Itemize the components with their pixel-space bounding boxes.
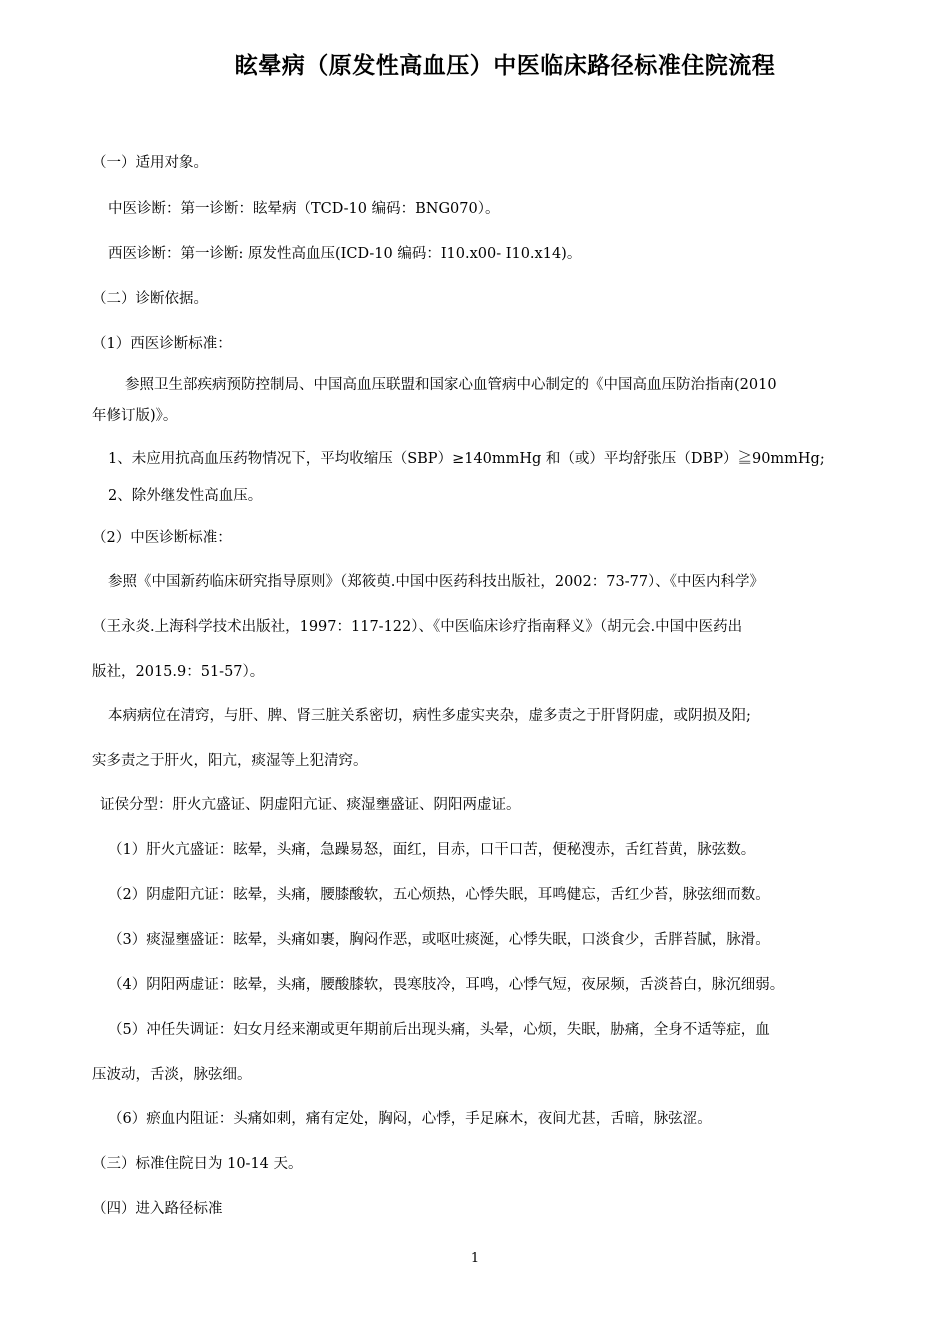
page-number: 1 xyxy=(470,1251,480,1266)
syndrome-item: （5）冲任失调证：妇女月经来潮或更年期前后出现头痛，头晕，心烦，失眠，胁痛，全身不适等症，血 xyxy=(108,1022,770,1038)
section-heading-2: （二）诊断依据。 xyxy=(92,291,208,307)
syndrome-types-line: 证侯分型：肝火亢盛证、阴虚阳亢证、痰湿壅盛证、阴阳两虚证。 xyxy=(100,797,521,813)
list-item: 1、未应用抗高血压药物情况下，平均收缩压（SBP）≥140mmHg 和（或）平均舒张压（DBP）≧90mmHg; xyxy=(108,451,825,467)
paragraph-line: 实多责之于肝火，阳亢，痰湿等上犯清窍。 xyxy=(92,753,368,769)
paragraph-line: 参照卫生部疾病预防控制局、中国高血压联盟和国家心血管病中心制定的《中国高血压防治指南(2010 xyxy=(125,377,777,393)
paragraph-line: 年修订版)》。 xyxy=(92,408,178,424)
paragraph-line: 本病病位在清窍，与肝、脾、肾三脏关系密切，病性多虚实夹杂，虚多责之于肝肾阴虚，或阴损及阳; xyxy=(108,708,751,724)
syndrome-item: （4）阴阳两虚证：眩晕，头痛，腰酸膝软，畏寒肢冷，耳鸣，心悸气短，夜尿频，舌淡苔白，脉沉细弱。 xyxy=(108,977,785,993)
document-title: 眩晕病（原发性高血压）中医临床路径标准住院流程 xyxy=(234,53,776,79)
tcm-diagnosis-line: 中医诊断：第一诊断：眩晕病（TCD-10 编码：BNG070）。 xyxy=(108,201,500,217)
syndrome-item: （1）肝火亢盛证：眩晕，头痛，急躁易怒，面红，目赤，口干口苦，便秘溲赤，舌红苔黄，脉弦数。 xyxy=(108,842,756,858)
syndrome-item: （3）痰湿壅盛证：眩晕，头痛如裹，胸闷作恶，或呕吐痰涎，心悸失眠，口淡食少，舌胖苔腻，脉滑。 xyxy=(108,932,770,948)
list-item: 2、除外继发性高血压。 xyxy=(108,488,263,504)
subheading-tcm-criteria: （2）中医诊断标准： xyxy=(92,530,232,546)
syndrome-item: （2）阴虚阳亢证：眩晕，头痛，腰膝酸软，五心烦热，心悸失眠，耳鸣健忘，舌红少苔，脉弦细而数。 xyxy=(108,887,770,903)
paragraph-line: 参照《中国新药临床研究指导原则》（郑筱萸.中国中医药科技出版社，2002：73-77）、《中医内科学》 xyxy=(108,574,765,590)
syndrome-item-continued: 压波动，舌淡，脉弦细。 xyxy=(92,1067,252,1083)
section-heading-3: （三）标准住院日为 10-14 天。 xyxy=(92,1156,303,1172)
western-diagnosis-line: 西医诊断：第一诊断: 原发性高血压(ICD-10 编码：I10.x00- I10.x14)。 xyxy=(108,246,582,262)
section-heading-4: （四）进入路径标准 xyxy=(92,1201,223,1217)
paragraph-line: （王永炎.上海科学技术出版社，1997：117-122）、《中医临床诊疗指南释义》（胡元会.中国中医药出 xyxy=(92,619,743,635)
paragraph-line: 版社，2015.9：51-57）。 xyxy=(92,664,265,680)
syndrome-item: （6）瘀血内阻证：头痛如刺，痛有定处，胸闷，心悸，手足麻木，夜间尤甚，舌暗，脉弦涩。 xyxy=(108,1111,712,1127)
section-heading-1: （一）适用对象。 xyxy=(92,155,208,171)
subheading-western-criteria: （1）西医诊断标准： xyxy=(92,336,232,352)
